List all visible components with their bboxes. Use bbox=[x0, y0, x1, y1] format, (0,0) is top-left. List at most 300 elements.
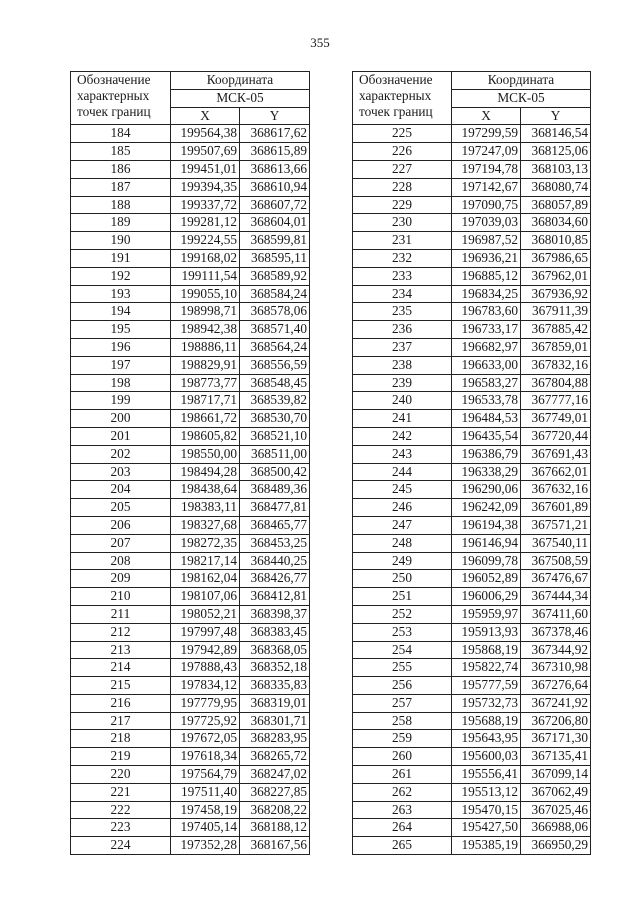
point-number-cell: 201 bbox=[71, 427, 171, 445]
x-coordinate-cell: 197090,75 bbox=[452, 196, 521, 214]
x-coordinate-cell: 199394,35 bbox=[171, 178, 240, 196]
table-row bbox=[353, 178, 591, 196]
y-coordinate-cell: 367804,88 bbox=[521, 374, 591, 392]
y-coordinate-cell: 368335,83 bbox=[240, 677, 310, 695]
point-number-cell: 214 bbox=[71, 659, 171, 677]
x-coordinate-cell: 196338,29 bbox=[452, 463, 521, 481]
y-coordinate-cell: 368465,77 bbox=[240, 516, 310, 534]
y-coordinate-cell: 367885,42 bbox=[521, 321, 591, 339]
x-coordinate-cell: 198661,72 bbox=[171, 410, 240, 428]
table-row bbox=[353, 605, 591, 623]
y-coordinate-cell: 368440,25 bbox=[240, 552, 310, 570]
table-row bbox=[353, 303, 591, 321]
x-coordinate-cell: 196783,60 bbox=[452, 303, 521, 321]
x-coordinate-cell: 196533,78 bbox=[452, 392, 521, 410]
y-coordinate-cell: 368617,62 bbox=[240, 125, 310, 143]
table-row bbox=[353, 338, 591, 356]
label-column-header bbox=[353, 72, 452, 125]
point-number-cell: 193 bbox=[71, 285, 171, 303]
table-row bbox=[353, 427, 591, 445]
y-coordinate-cell: 368489,36 bbox=[240, 481, 310, 499]
x-coordinate-cell: 195513,12 bbox=[452, 783, 521, 801]
x-coordinate-cell: 196006,29 bbox=[452, 588, 521, 606]
point-number-cell: 237 bbox=[353, 338, 452, 356]
x-column-header: X bbox=[171, 107, 240, 125]
table-row bbox=[71, 392, 310, 410]
y-coordinate-cell: 368412,81 bbox=[240, 588, 310, 606]
point-number-cell: 225 bbox=[353, 125, 452, 143]
table-row bbox=[353, 516, 591, 534]
table-row bbox=[353, 374, 591, 392]
table-row bbox=[71, 427, 310, 445]
coordinates-table-left bbox=[70, 71, 310, 855]
point-number-cell: 212 bbox=[71, 623, 171, 641]
coordinate-header-line1: Координата bbox=[452, 72, 591, 90]
point-number-cell: 248 bbox=[353, 534, 452, 552]
point-number-cell: 227 bbox=[353, 160, 452, 178]
table-row bbox=[71, 249, 310, 267]
y-coordinate-cell: 367444,34 bbox=[521, 588, 591, 606]
x-coordinate-cell: 199281,12 bbox=[171, 214, 240, 232]
table-row bbox=[353, 819, 591, 837]
y-coordinate-cell: 368530,70 bbox=[240, 410, 310, 428]
x-coordinate-cell: 197779,95 bbox=[171, 694, 240, 712]
x-coordinate-cell: 195913,93 bbox=[452, 623, 521, 641]
x-coordinate-cell: 199111,54 bbox=[171, 267, 240, 285]
table-row bbox=[353, 801, 591, 819]
table-row bbox=[353, 837, 591, 855]
point-number-cell: 190 bbox=[71, 232, 171, 250]
table-row bbox=[71, 481, 310, 499]
table-row bbox=[71, 783, 310, 801]
y-coordinate-cell: 367936,92 bbox=[521, 285, 591, 303]
x-coordinate-cell: 196733,17 bbox=[452, 321, 521, 339]
x-coordinate-cell: 195385,19 bbox=[452, 837, 521, 855]
point-number-cell: 256 bbox=[353, 677, 452, 695]
y-coordinate-cell: 368426,77 bbox=[240, 570, 310, 588]
table-row bbox=[353, 125, 591, 143]
y-coordinate-cell: 367310,98 bbox=[521, 659, 591, 677]
table-body bbox=[353, 125, 591, 855]
y-coordinate-cell: 367135,41 bbox=[521, 748, 591, 766]
point-number-cell: 251 bbox=[353, 588, 452, 606]
table-row bbox=[71, 766, 310, 784]
point-number-cell: 209 bbox=[71, 570, 171, 588]
x-coordinate-cell: 198162,04 bbox=[171, 570, 240, 588]
table-row bbox=[353, 143, 591, 161]
y-coordinate-cell: 368607,72 bbox=[240, 196, 310, 214]
point-number-cell: 249 bbox=[353, 552, 452, 570]
x-coordinate-cell: 196583,27 bbox=[452, 374, 521, 392]
table-row bbox=[71, 356, 310, 374]
point-number-cell: 211 bbox=[71, 605, 171, 623]
table-row bbox=[71, 410, 310, 428]
point-number-cell: 219 bbox=[71, 748, 171, 766]
point-number-cell: 195 bbox=[71, 321, 171, 339]
table-row bbox=[71, 267, 310, 285]
y-coordinate-cell: 368453,25 bbox=[240, 534, 310, 552]
table-row bbox=[71, 570, 310, 588]
y-coordinate-cell: 368319,01 bbox=[240, 694, 310, 712]
table-row bbox=[71, 196, 310, 214]
table-row bbox=[353, 232, 591, 250]
point-number-cell: 197 bbox=[71, 356, 171, 374]
y-coordinate-cell: 368227,85 bbox=[240, 783, 310, 801]
x-coordinate-cell: 198550,00 bbox=[171, 445, 240, 463]
x-coordinate-cell: 197405,14 bbox=[171, 819, 240, 837]
table-row bbox=[353, 552, 591, 570]
y-coordinate-cell: 368477,81 bbox=[240, 499, 310, 517]
point-number-cell: 187 bbox=[71, 178, 171, 196]
table-row bbox=[353, 748, 591, 766]
x-coordinate-cell: 195868,19 bbox=[452, 641, 521, 659]
x-coordinate-cell: 197039,03 bbox=[452, 214, 521, 232]
y-coordinate-cell: 367962,01 bbox=[521, 267, 591, 285]
point-number-cell: 247 bbox=[353, 516, 452, 534]
x-coordinate-cell: 195688,19 bbox=[452, 712, 521, 730]
x-coordinate-cell: 199055,10 bbox=[171, 285, 240, 303]
table-row bbox=[353, 730, 591, 748]
point-number-cell: 245 bbox=[353, 481, 452, 499]
table-row bbox=[71, 338, 310, 356]
x-coordinate-cell: 199337,72 bbox=[171, 196, 240, 214]
point-number-cell: 254 bbox=[353, 641, 452, 659]
point-number-cell: 218 bbox=[71, 730, 171, 748]
label-header-line: точек границ bbox=[77, 104, 151, 119]
y-coordinate-cell: 368352,18 bbox=[240, 659, 310, 677]
label-header-line: характерных bbox=[359, 88, 432, 103]
y-coordinate-cell: 367986,65 bbox=[521, 249, 591, 267]
point-number-cell: 221 bbox=[71, 783, 171, 801]
x-coordinate-cell: 198942,38 bbox=[171, 321, 240, 339]
table-row bbox=[71, 143, 310, 161]
table-row bbox=[353, 160, 591, 178]
point-number-cell: 240 bbox=[353, 392, 452, 410]
y-coordinate-cell: 367832,16 bbox=[521, 356, 591, 374]
y-coordinate-cell: 368556,59 bbox=[240, 356, 310, 374]
point-number-cell: 223 bbox=[71, 819, 171, 837]
point-number-cell: 216 bbox=[71, 694, 171, 712]
y-coordinate-cell: 368589,92 bbox=[240, 267, 310, 285]
x-coordinate-cell: 197997,48 bbox=[171, 623, 240, 641]
x-coordinate-cell: 198886,11 bbox=[171, 338, 240, 356]
x-coordinate-cell: 198107,06 bbox=[171, 588, 240, 606]
point-number-cell: 239 bbox=[353, 374, 452, 392]
x-coordinate-cell: 197888,43 bbox=[171, 659, 240, 677]
point-number-cell: 224 bbox=[71, 837, 171, 855]
x-coordinate-cell: 197458,19 bbox=[171, 801, 240, 819]
y-coordinate-cell: 368398,37 bbox=[240, 605, 310, 623]
x-coordinate-cell: 198052,21 bbox=[171, 605, 240, 623]
table-row bbox=[353, 783, 591, 801]
point-number-cell: 205 bbox=[71, 499, 171, 517]
table-row bbox=[353, 641, 591, 659]
label-header-line: Обозначение bbox=[77, 72, 151, 87]
y-coordinate-cell: 367911,39 bbox=[521, 303, 591, 321]
table-row bbox=[71, 748, 310, 766]
table-row bbox=[353, 534, 591, 552]
point-number-cell: 230 bbox=[353, 214, 452, 232]
table-row bbox=[353, 481, 591, 499]
point-number-cell: 252 bbox=[353, 605, 452, 623]
y-coordinate-cell: 367062,49 bbox=[521, 783, 591, 801]
y-coordinate-cell: 368146,54 bbox=[521, 125, 591, 143]
point-number-cell: 188 bbox=[71, 196, 171, 214]
table-row bbox=[71, 623, 310, 641]
point-number-cell: 210 bbox=[71, 588, 171, 606]
point-number-cell: 260 bbox=[353, 748, 452, 766]
point-number-cell: 261 bbox=[353, 766, 452, 784]
x-coordinate-cell: 196290,06 bbox=[452, 481, 521, 499]
x-coordinate-cell: 196194,38 bbox=[452, 516, 521, 534]
point-number-cell: 208 bbox=[71, 552, 171, 570]
y-coordinate-cell: 368599,81 bbox=[240, 232, 310, 250]
y-coordinate-cell: 367508,59 bbox=[521, 552, 591, 570]
y-coordinate-cell: 367632,16 bbox=[521, 481, 591, 499]
point-number-cell: 200 bbox=[71, 410, 171, 428]
point-number-cell: 226 bbox=[353, 143, 452, 161]
point-number-cell: 259 bbox=[353, 730, 452, 748]
y-coordinate-cell: 368301,71 bbox=[240, 712, 310, 730]
table-row bbox=[71, 677, 310, 695]
point-number-cell: 198 bbox=[71, 374, 171, 392]
table-row bbox=[71, 837, 310, 855]
x-column-header: X bbox=[452, 107, 521, 125]
x-coordinate-cell: 197194,78 bbox=[452, 160, 521, 178]
point-number-cell: 192 bbox=[71, 267, 171, 285]
point-number-cell: 217 bbox=[71, 712, 171, 730]
label-column-header bbox=[71, 72, 171, 125]
point-number-cell: 231 bbox=[353, 232, 452, 250]
y-coordinate-cell: 367378,46 bbox=[521, 623, 591, 641]
table-row bbox=[71, 232, 310, 250]
table-row bbox=[353, 267, 591, 285]
y-coordinate-cell: 367571,21 bbox=[521, 516, 591, 534]
point-number-cell: 185 bbox=[71, 143, 171, 161]
x-coordinate-cell: 197352,28 bbox=[171, 837, 240, 855]
x-coordinate-cell: 198327,68 bbox=[171, 516, 240, 534]
point-number-cell: 186 bbox=[71, 160, 171, 178]
y-coordinate-cell: 368521,10 bbox=[240, 427, 310, 445]
point-number-cell: 238 bbox=[353, 356, 452, 374]
y-coordinate-cell: 368368,05 bbox=[240, 641, 310, 659]
y-coordinate-cell: 366988,06 bbox=[521, 819, 591, 837]
table-row bbox=[353, 445, 591, 463]
x-coordinate-cell: 197511,40 bbox=[171, 783, 240, 801]
table-row bbox=[71, 801, 310, 819]
point-number-cell: 244 bbox=[353, 463, 452, 481]
point-number-cell: 232 bbox=[353, 249, 452, 267]
coordinate-header-line2: МСК-05 bbox=[171, 89, 310, 107]
x-coordinate-cell: 195556,41 bbox=[452, 766, 521, 784]
point-number-cell: 255 bbox=[353, 659, 452, 677]
coordinate-header-line2: МСК-05 bbox=[452, 89, 591, 107]
x-coordinate-cell: 198998,71 bbox=[171, 303, 240, 321]
table-row bbox=[71, 552, 310, 570]
x-coordinate-cell: 196834,25 bbox=[452, 285, 521, 303]
point-number-cell: 191 bbox=[71, 249, 171, 267]
y-coordinate-cell: 367276,64 bbox=[521, 677, 591, 695]
page-number: 355 bbox=[310, 35, 330, 50]
point-number-cell: 246 bbox=[353, 499, 452, 517]
y-coordinate-cell: 367411,60 bbox=[521, 605, 591, 623]
y-coordinate-cell: 368247,02 bbox=[240, 766, 310, 784]
table-row bbox=[353, 677, 591, 695]
table-row bbox=[71, 178, 310, 196]
y-coordinate-cell: 368578,06 bbox=[240, 303, 310, 321]
x-coordinate-cell: 198272,35 bbox=[171, 534, 240, 552]
x-coordinate-cell: 199507,69 bbox=[171, 143, 240, 161]
table-row bbox=[71, 374, 310, 392]
y-coordinate-cell: 368080,74 bbox=[521, 178, 591, 196]
x-coordinate-cell: 196936,21 bbox=[452, 249, 521, 267]
x-coordinate-cell: 199224,55 bbox=[171, 232, 240, 250]
table-row bbox=[71, 214, 310, 232]
point-number-cell: 263 bbox=[353, 801, 452, 819]
x-coordinate-cell: 199564,38 bbox=[171, 125, 240, 143]
point-number-cell: 241 bbox=[353, 410, 452, 428]
point-number-cell: 204 bbox=[71, 481, 171, 499]
table-row bbox=[71, 516, 310, 534]
y-coordinate-cell: 368595,11 bbox=[240, 249, 310, 267]
table-row bbox=[71, 534, 310, 552]
y-coordinate-cell: 368610,94 bbox=[240, 178, 310, 196]
y-coordinate-cell: 367344,92 bbox=[521, 641, 591, 659]
table-row bbox=[353, 214, 591, 232]
point-number-cell: 207 bbox=[71, 534, 171, 552]
point-number-cell: 203 bbox=[71, 463, 171, 481]
point-number-cell: 253 bbox=[353, 623, 452, 641]
y-coordinate-cell: 367241,92 bbox=[521, 694, 591, 712]
point-number-cell: 236 bbox=[353, 321, 452, 339]
table-row bbox=[71, 819, 310, 837]
x-coordinate-cell: 198383,11 bbox=[171, 499, 240, 517]
y-coordinate-cell: 367749,01 bbox=[521, 410, 591, 428]
point-number-cell: 202 bbox=[71, 445, 171, 463]
table-row bbox=[353, 356, 591, 374]
point-number-cell: 184 bbox=[71, 125, 171, 143]
table-row bbox=[353, 249, 591, 267]
x-coordinate-cell: 195600,03 bbox=[452, 748, 521, 766]
y-coordinate-cell: 368564,24 bbox=[240, 338, 310, 356]
point-number-cell: 189 bbox=[71, 214, 171, 232]
x-coordinate-cell: 197942,89 bbox=[171, 641, 240, 659]
table-row bbox=[353, 392, 591, 410]
point-number-cell: 243 bbox=[353, 445, 452, 463]
table-row bbox=[353, 588, 591, 606]
table-row bbox=[71, 694, 310, 712]
x-coordinate-cell: 197142,67 bbox=[452, 178, 521, 196]
table-row bbox=[71, 730, 310, 748]
x-coordinate-cell: 197725,92 bbox=[171, 712, 240, 730]
table-body bbox=[71, 125, 310, 855]
table-row bbox=[353, 463, 591, 481]
table-row bbox=[353, 196, 591, 214]
y-coordinate-cell: 367476,67 bbox=[521, 570, 591, 588]
x-coordinate-cell: 196987,52 bbox=[452, 232, 521, 250]
x-coordinate-cell: 196682,97 bbox=[452, 338, 521, 356]
table-row bbox=[353, 694, 591, 712]
point-number-cell: 228 bbox=[353, 178, 452, 196]
y-coordinate-cell: 368548,45 bbox=[240, 374, 310, 392]
point-number-cell: 196 bbox=[71, 338, 171, 356]
label-header-line: точек границ bbox=[359, 104, 433, 119]
x-coordinate-cell: 195470,15 bbox=[452, 801, 521, 819]
x-coordinate-cell: 197299,59 bbox=[452, 125, 521, 143]
y-coordinate-cell: 367777,16 bbox=[521, 392, 591, 410]
y-coordinate-cell: 368613,66 bbox=[240, 160, 310, 178]
y-coordinate-cell: 368208,22 bbox=[240, 801, 310, 819]
table-row bbox=[71, 160, 310, 178]
x-coordinate-cell: 197247,09 bbox=[452, 143, 521, 161]
y-coordinate-cell: 367601,89 bbox=[521, 499, 591, 517]
point-number-cell: 257 bbox=[353, 694, 452, 712]
y-coordinate-cell: 368511,00 bbox=[240, 445, 310, 463]
x-coordinate-cell: 196885,12 bbox=[452, 267, 521, 285]
y-coordinate-cell: 367540,11 bbox=[521, 534, 591, 552]
table-row bbox=[71, 321, 310, 339]
y-coordinate-cell: 368539,82 bbox=[240, 392, 310, 410]
y-coordinate-cell: 367691,43 bbox=[521, 445, 591, 463]
point-number-cell: 199 bbox=[71, 392, 171, 410]
y-coordinate-cell: 368604,01 bbox=[240, 214, 310, 232]
table-row bbox=[71, 499, 310, 517]
x-coordinate-cell: 198717,71 bbox=[171, 392, 240, 410]
y-coordinate-cell: 367206,80 bbox=[521, 712, 591, 730]
x-coordinate-cell: 196435,54 bbox=[452, 427, 521, 445]
x-coordinate-cell: 197564,79 bbox=[171, 766, 240, 784]
y-coordinate-cell: 368034,60 bbox=[521, 214, 591, 232]
y-coordinate-cell: 368010,85 bbox=[521, 232, 591, 250]
y-coordinate-cell: 367025,46 bbox=[521, 801, 591, 819]
x-coordinate-cell: 198773,77 bbox=[171, 374, 240, 392]
x-coordinate-cell: 198438,64 bbox=[171, 481, 240, 499]
table-row bbox=[71, 303, 310, 321]
x-coordinate-cell: 195959,97 bbox=[452, 605, 521, 623]
y-column-header: Y bbox=[521, 107, 591, 125]
x-coordinate-cell: 196099,78 bbox=[452, 552, 521, 570]
x-coordinate-cell: 195732,73 bbox=[452, 694, 521, 712]
table-row bbox=[71, 712, 310, 730]
coordinates-table-right bbox=[352, 71, 591, 855]
y-coordinate-cell: 368125,06 bbox=[521, 143, 591, 161]
y-coordinate-cell: 367859,01 bbox=[521, 338, 591, 356]
y-coordinate-cell: 368167,56 bbox=[240, 837, 310, 855]
y-coordinate-cell: 368265,72 bbox=[240, 748, 310, 766]
table-row bbox=[71, 125, 310, 143]
point-number-cell: 262 bbox=[353, 783, 452, 801]
y-coordinate-cell: 368615,89 bbox=[240, 143, 310, 161]
table-row bbox=[71, 285, 310, 303]
y-coordinate-cell: 368584,24 bbox=[240, 285, 310, 303]
x-coordinate-cell: 197834,12 bbox=[171, 677, 240, 695]
point-number-cell: 258 bbox=[353, 712, 452, 730]
point-number-cell: 265 bbox=[353, 837, 452, 855]
x-coordinate-cell: 198829,91 bbox=[171, 356, 240, 374]
table-row bbox=[353, 766, 591, 784]
point-number-cell: 213 bbox=[71, 641, 171, 659]
x-coordinate-cell: 197672,05 bbox=[171, 730, 240, 748]
x-coordinate-cell: 195777,59 bbox=[452, 677, 521, 695]
point-number-cell: 234 bbox=[353, 285, 452, 303]
y-coordinate-cell: 366950,29 bbox=[521, 837, 591, 855]
x-coordinate-cell: 199451,01 bbox=[171, 160, 240, 178]
table-row bbox=[353, 410, 591, 428]
y-coordinate-cell: 368057,89 bbox=[521, 196, 591, 214]
point-number-cell: 220 bbox=[71, 766, 171, 784]
x-coordinate-cell: 196052,89 bbox=[452, 570, 521, 588]
y-coordinate-cell: 368103,13 bbox=[521, 160, 591, 178]
